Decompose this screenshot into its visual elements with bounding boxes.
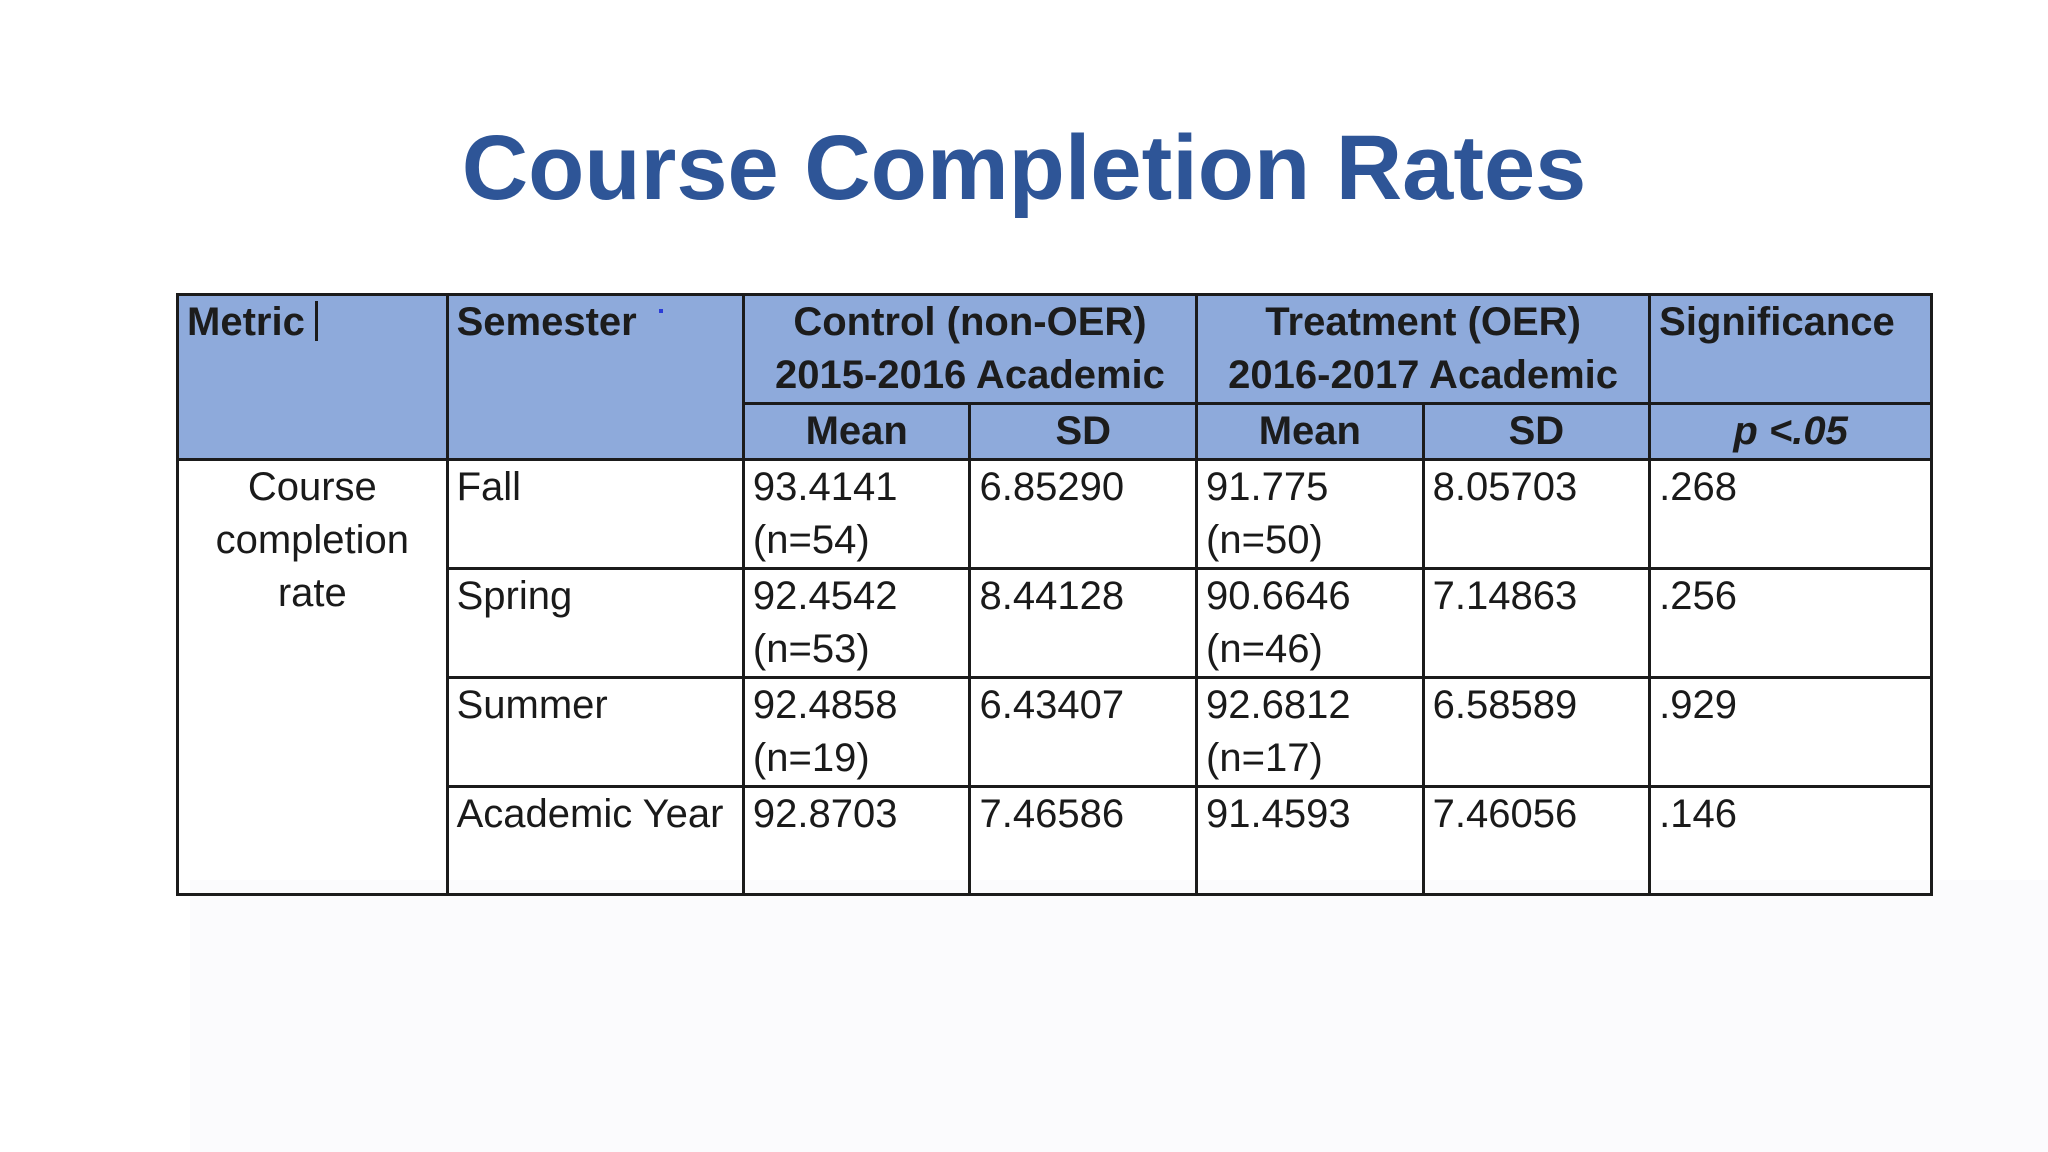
treatment-n-value: (n=46) [1206, 627, 1323, 671]
header-semester-label: Semester [456, 300, 637, 344]
header-significance: Significance [1650, 295, 1932, 404]
control-n-value: (n=53) [752, 627, 870, 671]
significance-cell: .268 [1650, 460, 1932, 569]
semester-cell: Academic Year [447, 787, 743, 895]
slide-title: Course Completion Rates [461, 117, 1587, 219]
semester-cell: Spring [447, 569, 743, 678]
header-treatment [1197, 295, 1650, 404]
control-n-value: (n=19) [752, 736, 870, 780]
control-mean-value: 92.4858 [752, 683, 898, 727]
header-control-sd: SD [970, 404, 1197, 460]
metric-cell: Course completion rate [178, 460, 448, 895]
table-row [178, 460, 1932, 569]
control-mean-cell [743, 678, 970, 787]
treatment-sd-cell: 7.46056 [1423, 787, 1650, 895]
header-control-mean: Mean [743, 404, 970, 460]
control-sd-cell: 6.43407 [970, 678, 1197, 787]
header-significance-threshold: p <.05 [1650, 404, 1932, 460]
treatment-mean-cell [1197, 678, 1424, 787]
header-control-line2: 2015-2016 Academic [775, 353, 1165, 397]
control-mean-cell [743, 569, 970, 678]
treatment-mean-cell [1197, 569, 1424, 678]
header-metric-label: Metric [187, 300, 305, 344]
treatment-n-value: (n=50) [1206, 518, 1323, 562]
treatment-sd-cell: 6.58589 [1423, 678, 1650, 787]
header-control [743, 295, 1196, 404]
text-cursor [315, 301, 318, 341]
semester-cell: Fall [447, 460, 743, 569]
header-treatment-line2: 2016-2017 Academic [1228, 353, 1619, 397]
control-mean-cell [743, 787, 970, 895]
control-sd-cell: 6.85290 [970, 460, 1197, 569]
treatment-mean-value: 90.6646 [1206, 574, 1351, 618]
control-sd-cell: 8.44128 [970, 569, 1197, 678]
treatment-sd-cell: 8.05703 [1423, 460, 1650, 569]
significance-cell: .929 [1650, 678, 1932, 787]
treatment-sd-cell: 7.14863 [1423, 569, 1650, 678]
header-control-line1: Control (non-OER) [793, 300, 1147, 344]
treatment-mean-cell [1197, 787, 1424, 895]
control-n-value: (n=54) [752, 518, 870, 562]
treatment-mean-value: 91.4593 [1206, 792, 1351, 836]
control-mean-cell [743, 460, 970, 569]
header-row-main [178, 295, 1932, 404]
significance-cell: .256 [1650, 569, 1932, 678]
control-mean-value: 93.4141 [752, 465, 898, 509]
treatment-mean-value: 91.775 [1206, 465, 1329, 509]
treatment-n-value: (n=17) [1206, 736, 1323, 780]
stray-dot [659, 309, 663, 313]
header-treatment-line1: Treatment (OER) [1265, 300, 1581, 344]
control-sd-cell: 7.46586 [970, 787, 1197, 895]
semester-cell: Summer [447, 678, 743, 787]
slide-background-shade [190, 880, 2048, 1152]
header-treatment-mean: Mean [1197, 404, 1424, 460]
significance-cell: .146 [1650, 787, 1932, 895]
header-semester [447, 295, 743, 460]
control-mean-value: 92.8703 [752, 792, 898, 836]
treatment-mean-value: 92.6812 [1206, 683, 1351, 727]
control-mean-value: 92.4542 [752, 574, 898, 618]
completion-rates-table [176, 293, 1933, 896]
treatment-mean-cell [1197, 460, 1424, 569]
header-metric [178, 295, 448, 460]
header-treatment-sd: SD [1423, 404, 1650, 460]
